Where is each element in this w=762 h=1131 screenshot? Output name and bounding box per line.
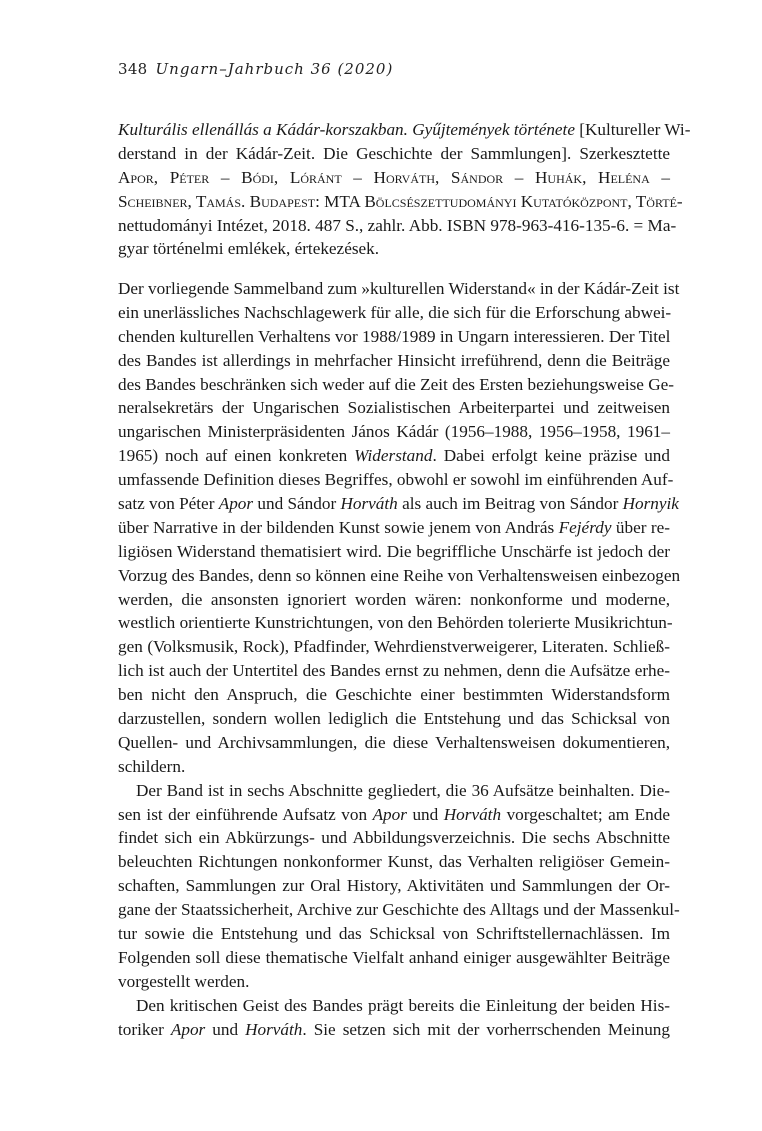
page-number: 348 [118,60,148,78]
body-line: des Bandes ist allerdings in mehrfacher Hinsicht irreführend, denn die Beiträge [118,350,670,370]
journal-title: Ungarn–Jahrbuch 36 (2020) [155,60,394,78]
body-line: findet sich ein Abkürzungs- und Abbildungsverzeichnis. Die sechs Abschnitte [118,828,670,848]
body-line: ligiösen Widerstand thematisiert wird. Die begriffliche Unschärfe ist jedoch der [118,541,670,561]
body-line: vorgestellt werden. [118,971,250,991]
body-line: sen ist der einführende Aufsatz von Apor und Horváth vorgeschaltet; am Ende [118,804,670,824]
body-line: Quellen- und Archivsammlungen, die diese Verhaltensweisen dokumentieren, [118,732,670,752]
body-line: über Narrative in der bildenden Kunst sowie jenem von András Fejérdy über re- [118,517,670,537]
body-line: westlich orientierte Kunstrichtungen, von den Behörden tolerierte Musikrichtun- [118,613,673,633]
body-line: Vorzug des Bandes, denn so können eine Reihe von Verhaltensweisen einbezogen [118,565,681,585]
book-title: Kulturális ellenállás a Kádár-korszakban. Gyűjtemények története [118,120,575,139]
body-line: werden, die ansonsten ignoriert worden wären: nonkonforme und moderne, [118,589,670,609]
running-header [118,60,393,78]
body-line: tur sowie die Entstehung und das Schicksal von Schriftstellernachlässen. Im [118,924,670,944]
body-line: Folgenden soll diese thematische Vielfalt anhand einiger ausgewählter Beiträge [118,947,670,967]
body-line: gane der Staatssicherheit, Archive zur Geschichte des Alltags und der Massenkul- [118,900,680,920]
citation-line: gyar történelmi emlékek, értekezések. [118,239,380,259]
body-line: ben nicht den Anspruch, die Geschichte einer bestimmten Widerstandsform [118,685,670,705]
body-line: schaften, Sammlungen zur Oral History, Aktivitäten und Sammlungen der Or- [118,876,670,896]
body-line: schildern. [118,756,186,776]
body-line: umfassende Definition dieses Begriffes, obwohl er sowohl im einführenden Auf- [118,470,674,490]
body-line: chenden kulturellen Verhaltens vor 1988/1989 in Ungarn interessieren. Der Titel [118,326,671,346]
citation-line: nettudományi Intézet, 2018. 487 S., zahlr. Abb. ISBN 978-963-416-135-6. = Ma- [118,215,677,235]
citation-line: derstand in der Kádár-Zeit. Die Geschichte der Sammlungen]. Szerkesztette [118,143,670,163]
body-line: Der vorliegende Sammelband zum »kulturellen Widerstand« in der Kádár-Zeit ist [118,279,680,298]
body-line: 1965) noch auf einen konkreten Widerstand. Dabei erfolgt keine präzise und [118,446,670,466]
citation-line: Scheibner, Tamás. Budapest: MTA Bölcsészettudományi Kutatóközpont, Törté- [118,191,683,211]
body-line: satz von Péter Apor und Sándor Horváth als auch im Beitrag von Sándor Hornyik [118,494,679,514]
citation-block [118,118,691,261]
body-line: darzustellen, sondern wollen lediglich die Entstehung und das Schicksal von [118,709,670,729]
body-line: Der Band ist in sechs Abschnitte gegliedert, die 36 Aufsätze beinhalten. Die- [136,780,670,800]
body-line: Den kritischen Geist des Bandes prägt bereits die Einleitung der beiden His- [136,995,670,1015]
body-line: neralsekretärs der Ungarischen Sozialistischen Arbeiterpartei und zeitweisen [118,398,670,418]
body-line: ein unerlässliches Nachschlagewerk für alle, die sich für die Erforschung abwei- [118,302,672,322]
body-line: toriker Apor und Horváth. Sie setzen sich mit der vorherrschenden Meinung [118,1019,670,1039]
body-line: ungarischen Ministerpräsidenten János Kádár (1956–1988, 1956–1958, 1961– [118,422,670,442]
citation-editors: Apor, Péter – Bódi, Lóránt – Horváth, Sándor – Huhák, Heléna – [118,167,670,187]
review-body [118,277,681,1042]
body-line: des Bandes beschränken sich weder auf die Zeit des Ersten beziehungsweise Ge- [118,374,675,394]
citation-line: Kulturális ellenállás a Kádár-korszakban. Gyűjtemények története [Kultureller Wi- [118,120,691,139]
body-line: beleuchten Richtungen nonkonformer Kunst, das Verhalten religiöser Gemein- [118,852,670,872]
body-line: gen (Volksmusik, Rock), Pfadfinder, Wehrdienstverweigerer, Literaten. Schließ- [118,637,670,657]
body-line: lich ist auch der Untertitel des Bandes ernst zu nehmen, denn die Aufsätze erhe- [118,661,670,681]
